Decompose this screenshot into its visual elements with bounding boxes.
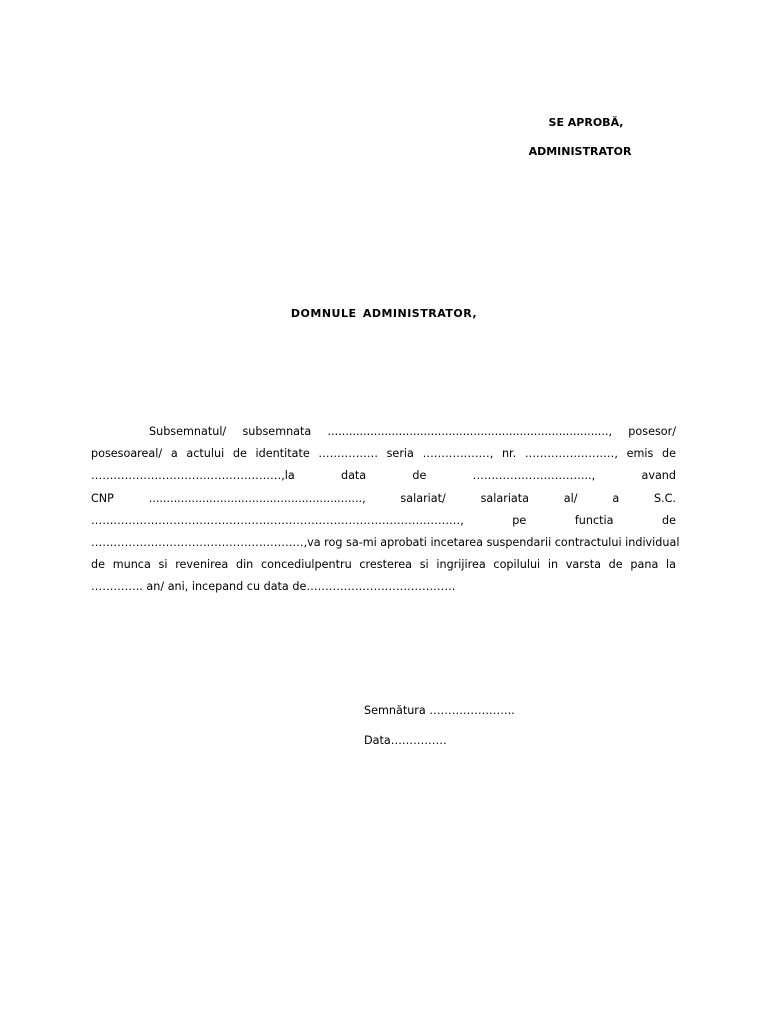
body-line-4: CNP ............................................................, salariat/ salariata al/ a S.C. [91, 491, 676, 505]
signature-line: Semnătura ………………….. [364, 704, 515, 717]
date-line: Data…………… [364, 734, 447, 747]
body-line-1: Subsemnatul/ subsemnata ..............................................................................., posesor/ [149, 425, 676, 438]
document-title: DOMNULE ADMINISTRATOR, [290, 307, 478, 320]
request-body [91, 421, 680, 599]
body-line-6: …………………………………………………,va rog sa-mi aprobati incetarea suspendarii contractului individual [91, 536, 680, 550]
approval-line-administrator: ADMINISTRATOR [528, 145, 632, 158]
approval-line-se-aproba: SE APROBĂ, [548, 116, 624, 129]
body-line-5: ………………………………………………………………………………………, pe functia de [91, 513, 676, 527]
body-line-3: ……………………………………………,la data de ………………………….., avand [91, 469, 676, 483]
body-line-2: posesoareal/ a actului de identitate ……………. seria ………………, nr. ……………………, emis de [91, 447, 676, 461]
body-line-8: ………….. an/ ani, incepand cu data de…………………………………. [91, 580, 456, 594]
body-line-7: de munca si revenirea din concediulpentru cresterea si ingrijirea copilului in varsta de pana la [91, 558, 676, 572]
